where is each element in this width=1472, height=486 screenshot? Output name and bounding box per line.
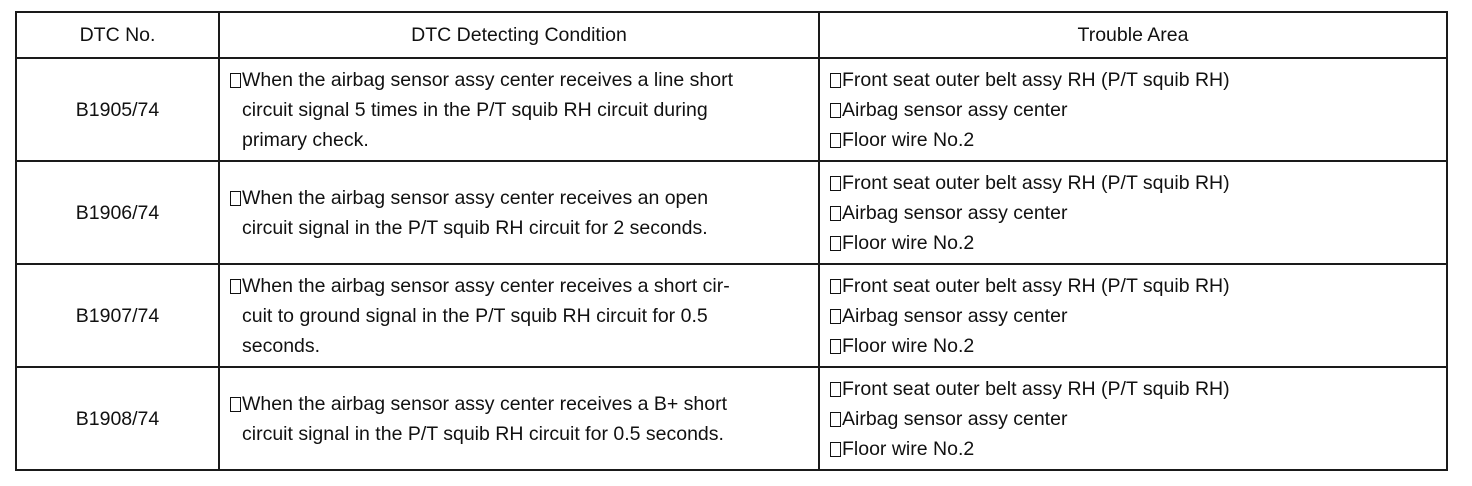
dtc-code: B1906/74	[16, 161, 219, 264]
area-item: Airbag sensor assy center	[830, 301, 1440, 331]
checkbox-bullet-icon	[830, 176, 841, 191]
condition-line: circuit signal 5 times in the P/T squib RH circuit during	[242, 98, 708, 121]
condition-line: cuit to ground signal in the P/T squib RH circuit for 0.5	[242, 304, 708, 327]
checkbox-bullet-icon	[230, 191, 241, 206]
condition-line: circuit signal in the P/T squib RH circuit for 0.5 seconds.	[242, 422, 724, 445]
trouble-area-cell	[819, 367, 1447, 470]
checkbox-bullet-icon	[230, 73, 241, 88]
table-row	[16, 367, 1447, 470]
dtc-code: B1905/74	[16, 58, 219, 161]
table-row	[16, 58, 1447, 161]
trouble-area-cell	[819, 161, 1447, 264]
area-item: Floor wire No.2	[830, 228, 1440, 258]
checkbox-bullet-icon	[830, 206, 841, 221]
condition-line: When the airbag sensor assy center receives a short cir-	[230, 271, 812, 301]
dtc-code: B1907/74	[16, 264, 219, 367]
condition-line: circuit signal in the P/T squib RH circuit for 2 seconds.	[242, 216, 708, 239]
header-condition: DTC Detecting Condition	[219, 12, 819, 58]
area-item: Floor wire No.2	[830, 331, 1440, 361]
area-item: Floor wire No.2	[830, 125, 1440, 155]
header-trouble-area: Trouble Area	[819, 12, 1447, 58]
checkbox-bullet-icon	[830, 442, 841, 457]
checkbox-bullet-icon	[230, 279, 241, 294]
area-item: Front seat outer belt assy RH (P/T squib RH)	[830, 374, 1440, 404]
condition-line: When the airbag sensor assy center receives an open	[230, 183, 812, 213]
trouble-area-cell	[819, 58, 1447, 161]
area-item: Front seat outer belt assy RH (P/T squib RH)	[830, 65, 1440, 95]
checkbox-bullet-icon	[830, 103, 841, 118]
checkbox-bullet-icon	[830, 339, 841, 354]
checkbox-bullet-icon	[830, 382, 841, 397]
condition-cell	[219, 161, 819, 264]
condition-line: When the airbag sensor assy center receives a line short	[230, 65, 812, 95]
checkbox-bullet-icon	[830, 236, 841, 251]
header-row	[16, 12, 1447, 58]
condition-cell	[219, 264, 819, 367]
condition-cell	[219, 367, 819, 470]
condition-line: primary check.	[242, 128, 369, 151]
trouble-area-cell	[819, 264, 1447, 367]
area-item: Front seat outer belt assy RH (P/T squib RH)	[830, 271, 1440, 301]
checkbox-bullet-icon	[230, 397, 241, 412]
area-item: Airbag sensor assy center	[830, 404, 1440, 434]
condition-line: When the airbag sensor assy center receives a B+ short	[230, 389, 812, 419]
table-row	[16, 264, 1447, 367]
header-dtc-no: DTC No.	[16, 12, 219, 58]
checkbox-bullet-icon	[830, 309, 841, 324]
dtc-code: B1908/74	[16, 367, 219, 470]
area-item: Front seat outer belt assy RH (P/T squib RH)	[830, 168, 1440, 198]
area-item: Airbag sensor assy center	[830, 95, 1440, 125]
checkbox-bullet-icon	[830, 412, 841, 427]
area-item: Airbag sensor assy center	[830, 198, 1440, 228]
checkbox-bullet-icon	[830, 73, 841, 88]
dtc-table	[15, 11, 1448, 471]
area-item: Floor wire No.2	[830, 434, 1440, 464]
table-row	[16, 161, 1447, 264]
checkbox-bullet-icon	[830, 279, 841, 294]
condition-cell	[219, 58, 819, 161]
checkbox-bullet-icon	[830, 133, 841, 148]
condition-line: seconds.	[242, 334, 321, 357]
